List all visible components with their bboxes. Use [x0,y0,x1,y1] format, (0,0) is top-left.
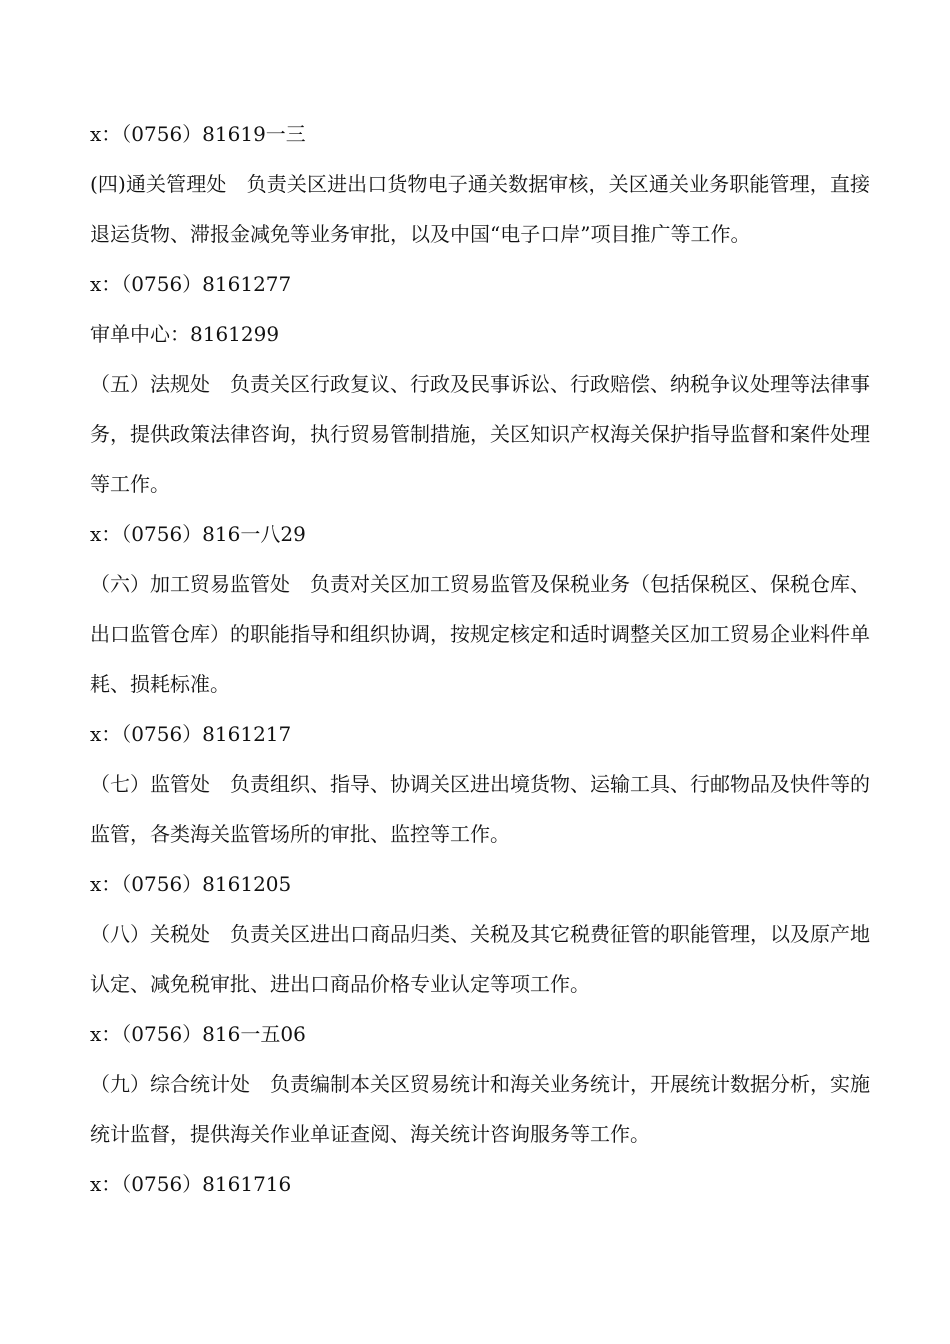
review-center-line: 审单中心：8161299 [90,322,280,346]
section-guanshui: （八）关税处 负责关区进出口商品归类、关税及其它税费征管的职能管理，以及原产地认定、减免税审批、进出口商品价格专业认定等项工作。 [90,922,870,996]
phone-line: x：（0756）8161716 [90,1172,292,1196]
phone-line: x：（0756）816一八29 [90,522,306,546]
phone-line: x：（0756）8161277 [90,272,292,296]
document-page [90,109,870,1209]
section-jianguan: （七）监管处 负责组织、指导、协调关区进出境货物、运输工具、行邮物品及快件等的监管，各类海关监管场所的审批、监控等工作。 [90,772,870,846]
phone-line: x：（0756）816一五06 [90,1022,306,1046]
section-tongji: （九）综合统计处 负责编制本关区贸易统计和海关业务统计，开展统计数据分析，实施统计监督，提供海关作业单证查阅、海关统计咨询服务等工作。 [90,1072,870,1146]
phone-line: x：（0756）81619一三 [90,122,306,146]
section-tongguan: (四)通关管理处 负责关区进出口货物电子通关数据审核，关区通关业务职能管理，直接退运货物、滞报金减免等业务审批，以及中国“电子口岸”项目推广等工作。 [90,172,870,246]
section-jiagong: （六）加工贸易监管处 负责对关区加工贸易监管及保税业务（包括保税区、保税仓库、出口监管仓库）的职能指导和组织协调，按规定核定和适时调整关区加工贸易企业料件单耗、损耗标准。 [90,572,870,696]
phone-line: x：（0756）8161205 [90,872,292,896]
phone-line: x：（0756）8161217 [90,722,292,746]
section-fagui: （五）法规处 负责关区行政复议、行政及民事诉讼、行政赔偿、纳税争议处理等法律事务，提供政策法律咨询，执行贸易管制措施，关区知识产权海关保护指导监督和案件处理等工作。 [90,372,870,496]
